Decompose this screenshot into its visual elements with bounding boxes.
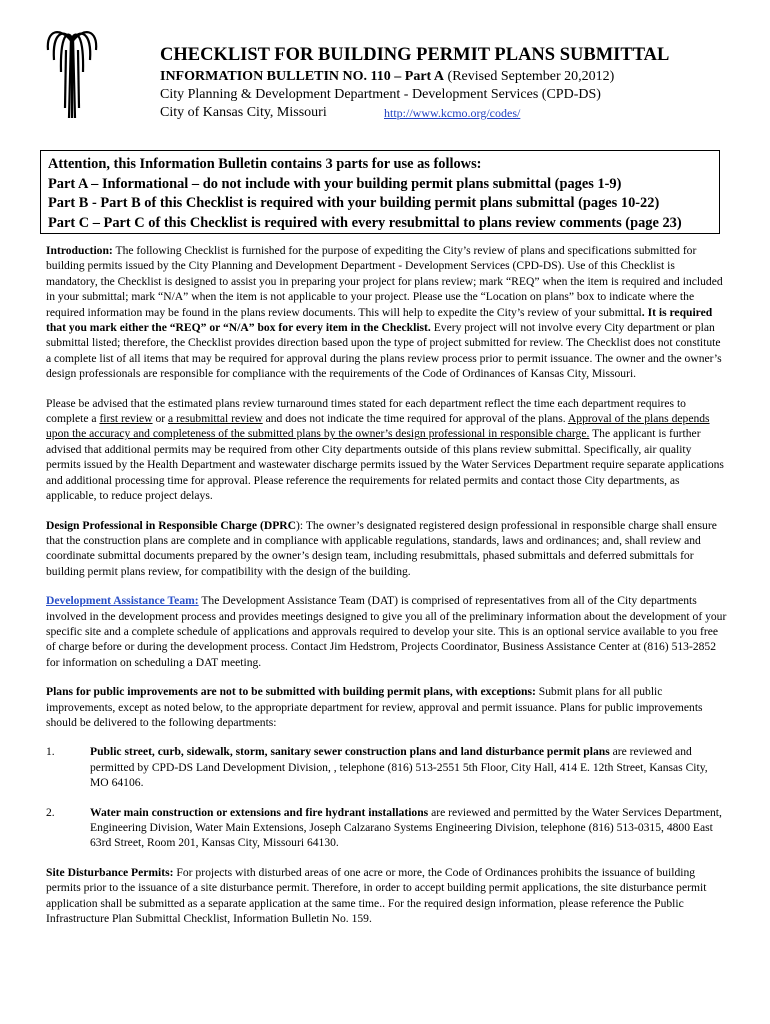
attention-line: Part B - Part B of this Checklist is required with your building permit plans submittal (pages 10-22) bbox=[48, 195, 660, 211]
list-item: 1. Public street, curb, sidewalk, storm, sanitary sewer construction plans and land disturbance permit plans are reviewed and permitted by CPD-DS Land Development Division, , telephone (816) 513-2551 5th Floor, City Hall, 414 E. 12th Street, Kansas City, MO 64106. bbox=[46, 745, 708, 790]
codes-url-link[interactable]: http://www.kcmo.org/codes/ bbox=[384, 106, 521, 120]
document-title: CHECKLIST FOR BUILDING PERMIT PLANS SUBMITTAL bbox=[160, 45, 670, 65]
attention-box bbox=[40, 150, 720, 234]
introduction-paragraph: Introduction: The following Checklist is furnished for the purpose of expediting the City’s review of plans and specifications submitted for building permits issued by the City Planning and Development Department - Development Services (CPD-DS). Use of this Checklist is mandatory, the Checklist is designed to assist you in preparing your project for plans review; mark “REQ” when the item is required and included in your submittal; mark “N/A” when the item is not applicable to your project. Please use the “Location on plans” box to indicate where the required information may be found in the plans review documents. This will help to expedite the City’s review of your submittal. It is required that you mark either the “REQ” or “N/A” box for every item in the Checklist. Every project will not involve every City department or plan submittal listed; therefore, the Checklist provides direction based upon the type of project submitted for review. The Checklist does not constitute a complete list of all items that may be required for approval during the plans review process prior to permit issuance. The owner and the owner’s design professionals are responsible for compliance with the requirements of the Code of Ordinances of Kansas City, Missouri. bbox=[46, 244, 723, 381]
bulletin-line: INFORMATION BULLETIN NO. 110 – Part A (Revised September 20,2012) bbox=[160, 69, 615, 84]
attention-line: Part C – Part C of this Checklist is required with every resubmittal to plans review comments (page 23) bbox=[48, 214, 682, 231]
fountain-logo bbox=[42, 20, 102, 120]
document-body bbox=[46, 243, 728, 926]
attention-line: Part A – Informational – do not include with your building permit plans submittal (pages 1-9) bbox=[48, 175, 622, 192]
list-item: 2. Water main construction or extensions and fire hydrant installations are reviewed and permitted by the Water Services Department, Engineering Division, Water Main Extensions, Joseph Calzarano Systems Engineering Division, telephone (816) 513-0315, 4800 East 63rd Street, Room 201, Kansas City, Missouri 64130. bbox=[46, 805, 722, 850]
city-line: City of Kansas City, Missouri http://www.kcmo.org/codes/ bbox=[160, 105, 521, 120]
turnaround-paragraph: Please be advised that the estimated plans review turnaround times stated for each department reflect the time each department requires to complete a first review or a resubmittal review and does not indicate the time required for approval of the plans. Approval of the plans depends upon the accuracy and completeness of the submitted plans by the owner’s design professional in responsible charge. The applicant is further advised that additional permits may be required from other City departments outside of this plans review submittal. Specifically, air quality permits issued by the Health Department and wastewater discharge permits issued by the Water Services Department require separate applications and additional processing time for approval. Please reference the requirements for related permits and contact those City departments, as applicable, to reduce project delays. bbox=[46, 396, 724, 503]
dat-paragraph: Development Assistance Team: The Development Assistance Team (DAT) is comprised of representatives from all of the City departments involved in the development process and provides meetings designed to give you all of the preliminary information about the development of your specific site and a complete schedule of applications and approvals required to develop your site. This is an optional service available to you free of charge before or during the development process. Contact Jim Hedstrom, Projects Coordinator, Business Assistance Center at (816) 513-2852 for information on scheduling a DAT meeting. bbox=[46, 594, 727, 669]
dprc-paragraph: Design Professional in Responsible Charge (DPRC): The owner’s designated registered design professional in responsible charge shall ensure that the construction plans are complete and in compliance with applicable regulations, standards, laws and ordinances; and, shall review and coordinate submittal documents prepared by the owner’s design team, including resubmittals, phased submittals and deferred submittals for building permit plans review, for compatibility with the design of the building. bbox=[46, 518, 717, 578]
dat-link[interactable]: Development Assistance Team: bbox=[46, 594, 199, 608]
site-disturbance-paragraph: Site Disturbance Permits: For projects with disturbed areas of one acre or more, the Code of Ordinances prohibits the issuance of building permits prior to the issuance of a site disturbance permit. Therefore, in order to accept building permit applications, the site disturbance permit application shall be submitted as a separate application at the same time.. For the required design information, please reference the Public Infrastructure Plan Submittal Checklist, Information Bulletin No. 159. bbox=[46, 865, 707, 926]
department-line: City Planning & Development Department - Development Services (CPD-DS) bbox=[160, 87, 601, 102]
document-header bbox=[160, 44, 760, 122]
public-improvements-paragraph: Plans for public improvements are not to be submitted with building permit plans, with exceptions: Submit plans for all public improvements, except as noted below, to the appropriate department for review, approval and permit issuance. Plans for public improvements should be delivered to the following departments: bbox=[46, 685, 703, 729]
attention-line: Attention, this Information Bulletin contains 3 parts for use as follows: bbox=[48, 156, 482, 172]
